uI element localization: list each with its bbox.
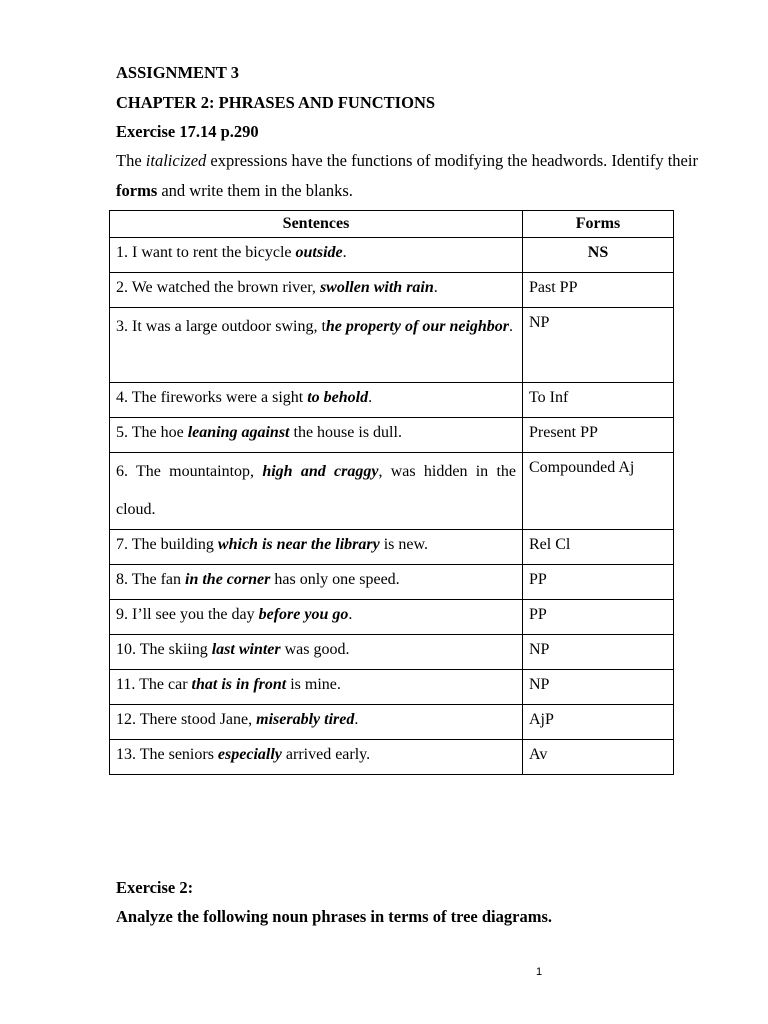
sentence-text: 6. The mountaintop, [116, 463, 263, 480]
form-cell: NP [523, 635, 674, 670]
sentence-text: has only one speed. [270, 571, 400, 588]
form-cell: Present PP [523, 418, 674, 453]
page-number: 1 [536, 966, 543, 978]
form-cell: Past PP [523, 273, 674, 308]
sentence-text: , was hidden in the cloud. [116, 463, 516, 518]
sentence-text: 10. The skiing [116, 641, 212, 658]
intro-text-1: The [116, 151, 146, 170]
sentence-text: 12. There stood Jane, [116, 711, 257, 728]
table-row [110, 740, 674, 775]
exercise-table [109, 210, 674, 775]
sentence-text: 13. The seniors [116, 746, 218, 763]
sentence-emphasis: last winter [211, 641, 281, 658]
sentence-text: 11. The car [116, 676, 192, 693]
sentence-emphasis: leaning against [187, 424, 290, 441]
header-sentences: Sentences [110, 211, 523, 238]
table-row [110, 530, 674, 565]
table-row [110, 383, 674, 418]
sentence-text: . [342, 244, 347, 261]
sentence-cell [110, 635, 523, 670]
exercise-title: Exercise 17.14 p.290 [116, 122, 259, 141]
sentence-cell [110, 238, 523, 273]
sentence-emphasis: in the corner [185, 571, 271, 588]
sentence-cell [110, 383, 523, 418]
form-cell: To Inf [523, 383, 674, 418]
intro-text-3: and write them in the blanks. [157, 181, 353, 200]
sentence-text: 8. The fan [116, 571, 186, 588]
sentence-text: 2. We watched the brown river, [116, 279, 320, 296]
sentence-text: 4. The fireworks were a sight [116, 389, 308, 406]
sentence-text: was good. [280, 641, 350, 658]
form-cell: NP [523, 308, 674, 383]
sentence-emphasis: high and craggy [262, 463, 379, 480]
sentence-cell [110, 273, 523, 308]
sentence-text: is mine. [286, 676, 341, 693]
sentence-cell [110, 418, 523, 453]
sentence-emphasis: to behold [307, 389, 369, 406]
sentence-emphasis: miserably tired [256, 711, 355, 728]
form-cell: Av [523, 740, 674, 775]
sentence-emphasis: swollen with rain [319, 279, 434, 296]
form-cell: Rel Cl [523, 530, 674, 565]
table-row [110, 705, 674, 740]
table-row [110, 600, 674, 635]
sentence-text: the house is dull. [289, 424, 402, 441]
sentence-text: . [368, 389, 373, 406]
table-row [110, 238, 674, 273]
form-cell: PP [523, 565, 674, 600]
sentence-cell [110, 453, 523, 530]
sentence-text: . [354, 711, 359, 728]
form-cell: NP [523, 670, 674, 705]
table-row [110, 418, 674, 453]
sentence-emphasis: which is near the library [217, 536, 380, 553]
sentence-cell [110, 308, 523, 383]
form-cell: NS [523, 238, 674, 273]
table-row [110, 273, 674, 308]
sentence-emphasis: he property of our neighbor [325, 318, 510, 335]
sentence-text: . [348, 606, 353, 623]
intro-italicized-word: italicized [145, 151, 207, 170]
sentence-text: . [509, 318, 514, 335]
sentence-cell [110, 600, 523, 635]
sentence-cell [110, 740, 523, 775]
table-row [110, 565, 674, 600]
assignment-title: ASSIGNMENT 3 [116, 63, 240, 82]
table-header-row [110, 211, 674, 238]
sentence-emphasis: especially [217, 746, 282, 763]
sentence-text: 5. The hoe [116, 424, 188, 441]
sentence-text: 3. It was a large outdoor swing, t [116, 318, 326, 335]
intro-forms-word: forms [116, 181, 158, 200]
form-cell: AjP [523, 705, 674, 740]
exercise2-instruction: Analyze the following noun phrases in terms of tree diagrams. [116, 907, 553, 926]
form-cell: PP [523, 600, 674, 635]
sentence-text: 7. The building [116, 536, 218, 553]
sentence-emphasis: outside [295, 244, 343, 261]
sentence-cell [110, 705, 523, 740]
sentence-emphasis: that is in front [191, 676, 287, 693]
intro-paragraph [116, 146, 716, 206]
table-row [110, 453, 674, 530]
table-row [110, 308, 674, 383]
sentence-text: . [433, 279, 438, 296]
chapter-title: CHAPTER 2: PHRASES AND FUNCTIONS [116, 93, 436, 112]
table-row [110, 635, 674, 670]
sentence-cell [110, 565, 523, 600]
sentence-text: is new. [379, 536, 429, 553]
header-forms: Forms [523, 211, 674, 238]
intro-text-2: expressions have the functions of modifying the headwords. Identify their [206, 151, 698, 170]
sentence-text: arrived early. [281, 746, 371, 763]
sentence-cell [110, 670, 523, 705]
table-row [110, 670, 674, 705]
exercise2-title: Exercise 2: [116, 878, 194, 897]
sentence-cell [110, 530, 523, 565]
sentence-text: 9. I’ll see you the day [116, 606, 259, 623]
sentence-text: 1. I want to rent the bicycle [116, 244, 296, 261]
form-cell: Compounded Aj [523, 453, 674, 530]
sentence-emphasis: before you go [258, 606, 349, 623]
